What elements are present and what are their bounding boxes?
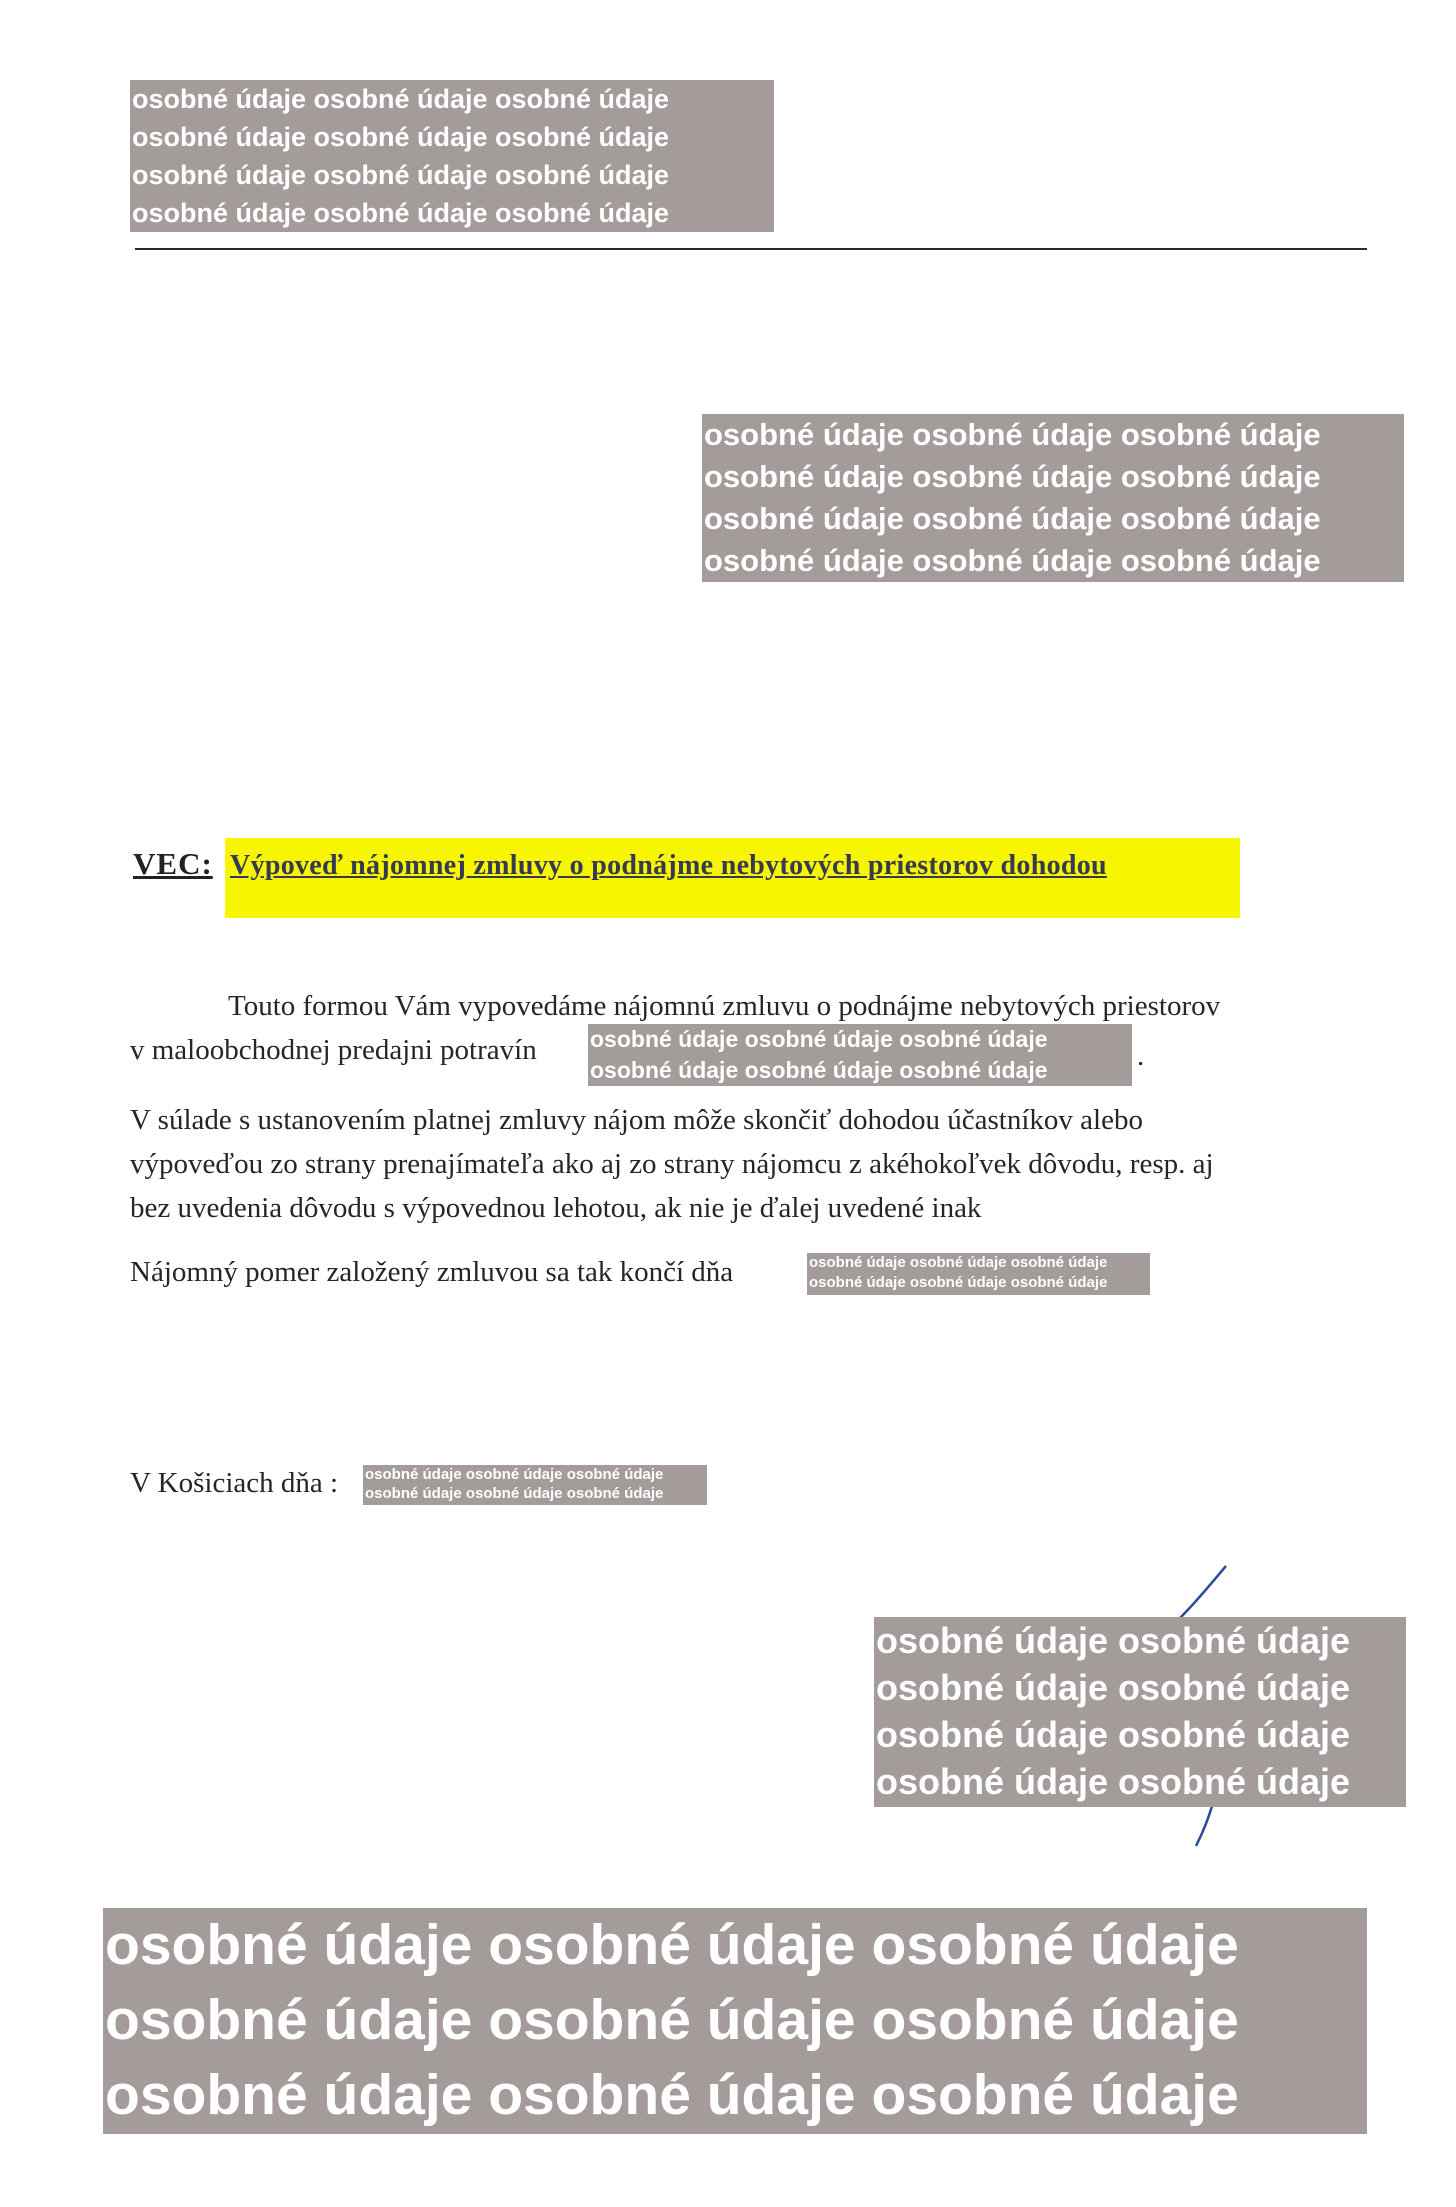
paragraph-1-line-2: v maloobchodnej predajni potravín <box>130 1034 537 1066</box>
redacted-line: osobné údaje osobné údaje osobné údaje <box>132 122 670 152</box>
redacted-signature-block <box>874 1617 1406 1807</box>
redacted-signing-date <box>363 1465 707 1505</box>
redacted-line: osobné údaje osobné údaje osobné údaje <box>704 543 1321 578</box>
city-date-label: V Košiciach dňa : <box>130 1467 339 1499</box>
redacted-line: osobné údaje osobné údaje osobné údaje <box>809 1254 1108 1271</box>
redacted-header-block <box>130 80 774 232</box>
redacted-line: osobné údaje osobné údaje <box>876 1667 1351 1708</box>
redacted-line: osobné údaje osobné údaje osobné údaje <box>704 417 1321 452</box>
paragraph-2-line-3: bez uvedenia dôvodu s výpovednou lehotou, ak nie je ďalej uvedené inak <box>130 1192 982 1224</box>
redacted-line: osobné údaje osobné údaje osobné údaje <box>105 1913 1239 1977</box>
redacted-line: osobné údaje osobné údaje osobné údaje <box>809 1274 1108 1291</box>
subject-text: Výpoveď nájomnej zmluvy o podnájme nebytových priestorov dohodou <box>230 850 1107 881</box>
paragraph-2-line-2: výpoveďou zo strany prenajímateľa ako aj zo strany nájomcu z akéhokoľvek dôvodu, resp. aj <box>130 1148 1214 1180</box>
redacted-line: osobné údaje osobné údaje <box>876 1761 1351 1802</box>
redacted-line: osobné údaje osobné údaje osobné údaje <box>105 1988 1239 2052</box>
header-divider <box>135 248 1367 250</box>
paragraph-1-line-1: Touto formou Vám vypovedáme nájomnú zmluvu o podnájme nebytových priestorov <box>228 990 1221 1022</box>
redacted-line: osobné údaje osobné údaje osobné údaje <box>132 160 670 190</box>
redacted-line: osobné údaje osobné údaje osobné údaje <box>132 84 670 114</box>
signature-stroke-top <box>1180 1566 1226 1618</box>
redacted-line: osobné údaje osobné údaje osobné údaje <box>590 1057 1048 1083</box>
redacted-line: osobné údaje osobné údaje osobné údaje <box>365 1466 664 1483</box>
redacted-line: osobné údaje osobné údaje osobné údaje <box>590 1026 1048 1052</box>
redacted-line: osobné údaje osobné údaje osobné údaje <box>105 2063 1239 2127</box>
paragraph-1-period: . <box>1137 1040 1145 1072</box>
signature-stroke-bottom <box>1196 1806 1212 1846</box>
redacted-address-block <box>702 414 1404 582</box>
redacted-footer-block <box>103 1908 1367 2134</box>
subject-label: VEC: <box>133 846 213 881</box>
redacted-line: osobné údaje osobné údaje osobné údaje <box>132 198 670 228</box>
redacted-line: osobné údaje osobné údaje <box>876 1714 1351 1755</box>
paragraph-2-line-1: V súlade s ustanovením platnej zmluvy nájom môže skončiť dohodou účastníkov alebo <box>130 1104 1143 1136</box>
redacted-line: osobné údaje osobné údaje osobné údaje <box>365 1485 664 1502</box>
paragraph-3: Nájomný pomer založený zmluvou sa tak končí dňa <box>130 1256 734 1288</box>
redacted-line: osobné údaje osobné údaje osobné údaje <box>704 459 1321 494</box>
redacted-end-date <box>807 1253 1150 1295</box>
redacted-line: osobné údaje osobné údaje osobné údaje <box>704 501 1321 536</box>
redacted-store-name <box>588 1024 1132 1086</box>
redacted-line: osobné údaje osobné údaje <box>876 1620 1351 1661</box>
